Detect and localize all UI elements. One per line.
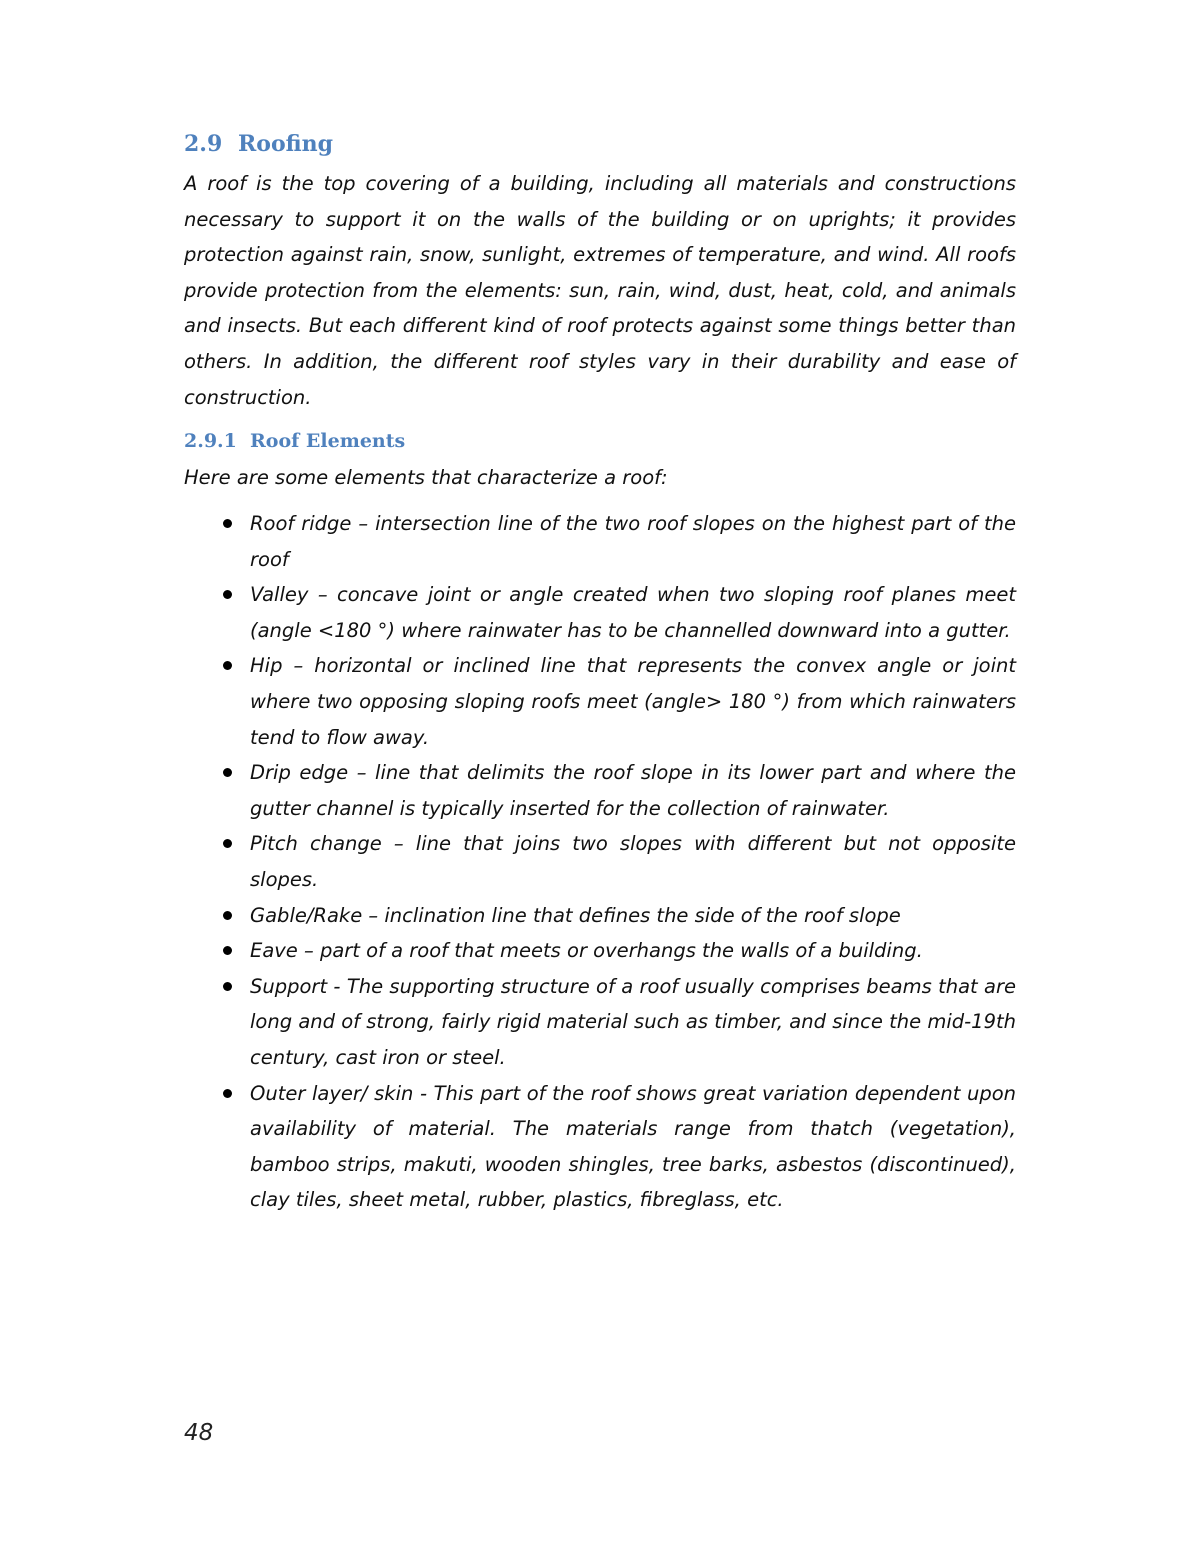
list-item: [184, 933, 1016, 969]
page-number: 48: [184, 1420, 214, 1446]
list-item-text: Roof ridge – intersection line of the two roof slopes on the highest part of the roof: [250, 512, 1016, 571]
list-item: [184, 755, 1016, 826]
bullet-icon: [223, 982, 232, 991]
list-item-text: Hip – horizontal or inclined line that represents the convex angle or joint where two opposing sloping roofs meet (angle> 180 °) from which rainwaters tend to flow away.: [250, 654, 1016, 749]
list-item: [184, 898, 1016, 934]
roof-elements-list: [184, 506, 1016, 1218]
bullet-icon: [223, 911, 232, 920]
subsection-heading: [184, 430, 405, 452]
bullet-icon: [223, 839, 232, 848]
list-item-text: Support - The supporting structure of a roof usually comprises beams that are long and of strong, fairly rigid material such as timber, and since the mid-19th century, cast iron or steel.: [250, 974, 1016, 1069]
list-item-text: Outer layer/ skin - This part of the roof shows great variation dependent upon availability of material. The materials range from thatch (vegetation), bamboo strips, makuti, wooden shingles, tree barks, asbestos (discontinued), clay tiles, sheet metal, rubber, plastics, fibreglass, etc.: [250, 1081, 1016, 1212]
list-item: [184, 648, 1016, 755]
list-item-text: Drip edge – line that delimits the roof slope in its lower part and where the gutter channel is typically inserted for the collection of rainwater.: [250, 761, 1016, 820]
bullet-icon: [223, 519, 232, 528]
list-item-text: Pitch change – line that joins two slopes with different but not opposite slopes.: [250, 832, 1016, 891]
subsection-number: 2.9.1: [184, 430, 237, 452]
bullet-icon: [223, 768, 232, 777]
list-item: [184, 969, 1016, 1076]
section-heading: [184, 131, 333, 157]
bullet-icon: [223, 946, 232, 955]
list-item: [184, 506, 1016, 577]
list-item: [184, 1076, 1016, 1218]
bullet-icon: [223, 1089, 232, 1098]
section-title: Roofing: [238, 131, 334, 157]
list-item-text: Valley – concave joint or angle created when two sloping roof planes meet (angle <180 °) where rainwater has to be channelled downward into a gutter.: [250, 583, 1016, 642]
bullet-icon: [223, 661, 232, 670]
subsection-intro: Here are some elements that characterize a roof:: [184, 466, 668, 489]
subsection-title: Roof Elements: [250, 430, 406, 452]
list-item: [184, 577, 1016, 648]
section-number: 2.9: [184, 131, 223, 157]
list-item-text: Eave – part of a roof that meets or overhangs the walls of a building.: [250, 939, 923, 963]
bullet-icon: [223, 590, 232, 599]
section-paragraph: A roof is the top covering of a building, including all materials and constructions necessary to support it on the walls of the building or on uprights; it provides protection against rain, snow, sunlight, extremes of temperature, and wind. All roofs provide protection from the elements: sun, rain, wind, dust, heat, cold, and animals and insects. But each different kind of roof protects against some things better than others. In addition, the different roof styles vary in their durability and ease of construction.: [184, 172, 1016, 409]
list-item: [184, 826, 1016, 897]
list-item-text: Gable/Rake – inclination line that defines the side of the roof slope: [250, 903, 901, 927]
